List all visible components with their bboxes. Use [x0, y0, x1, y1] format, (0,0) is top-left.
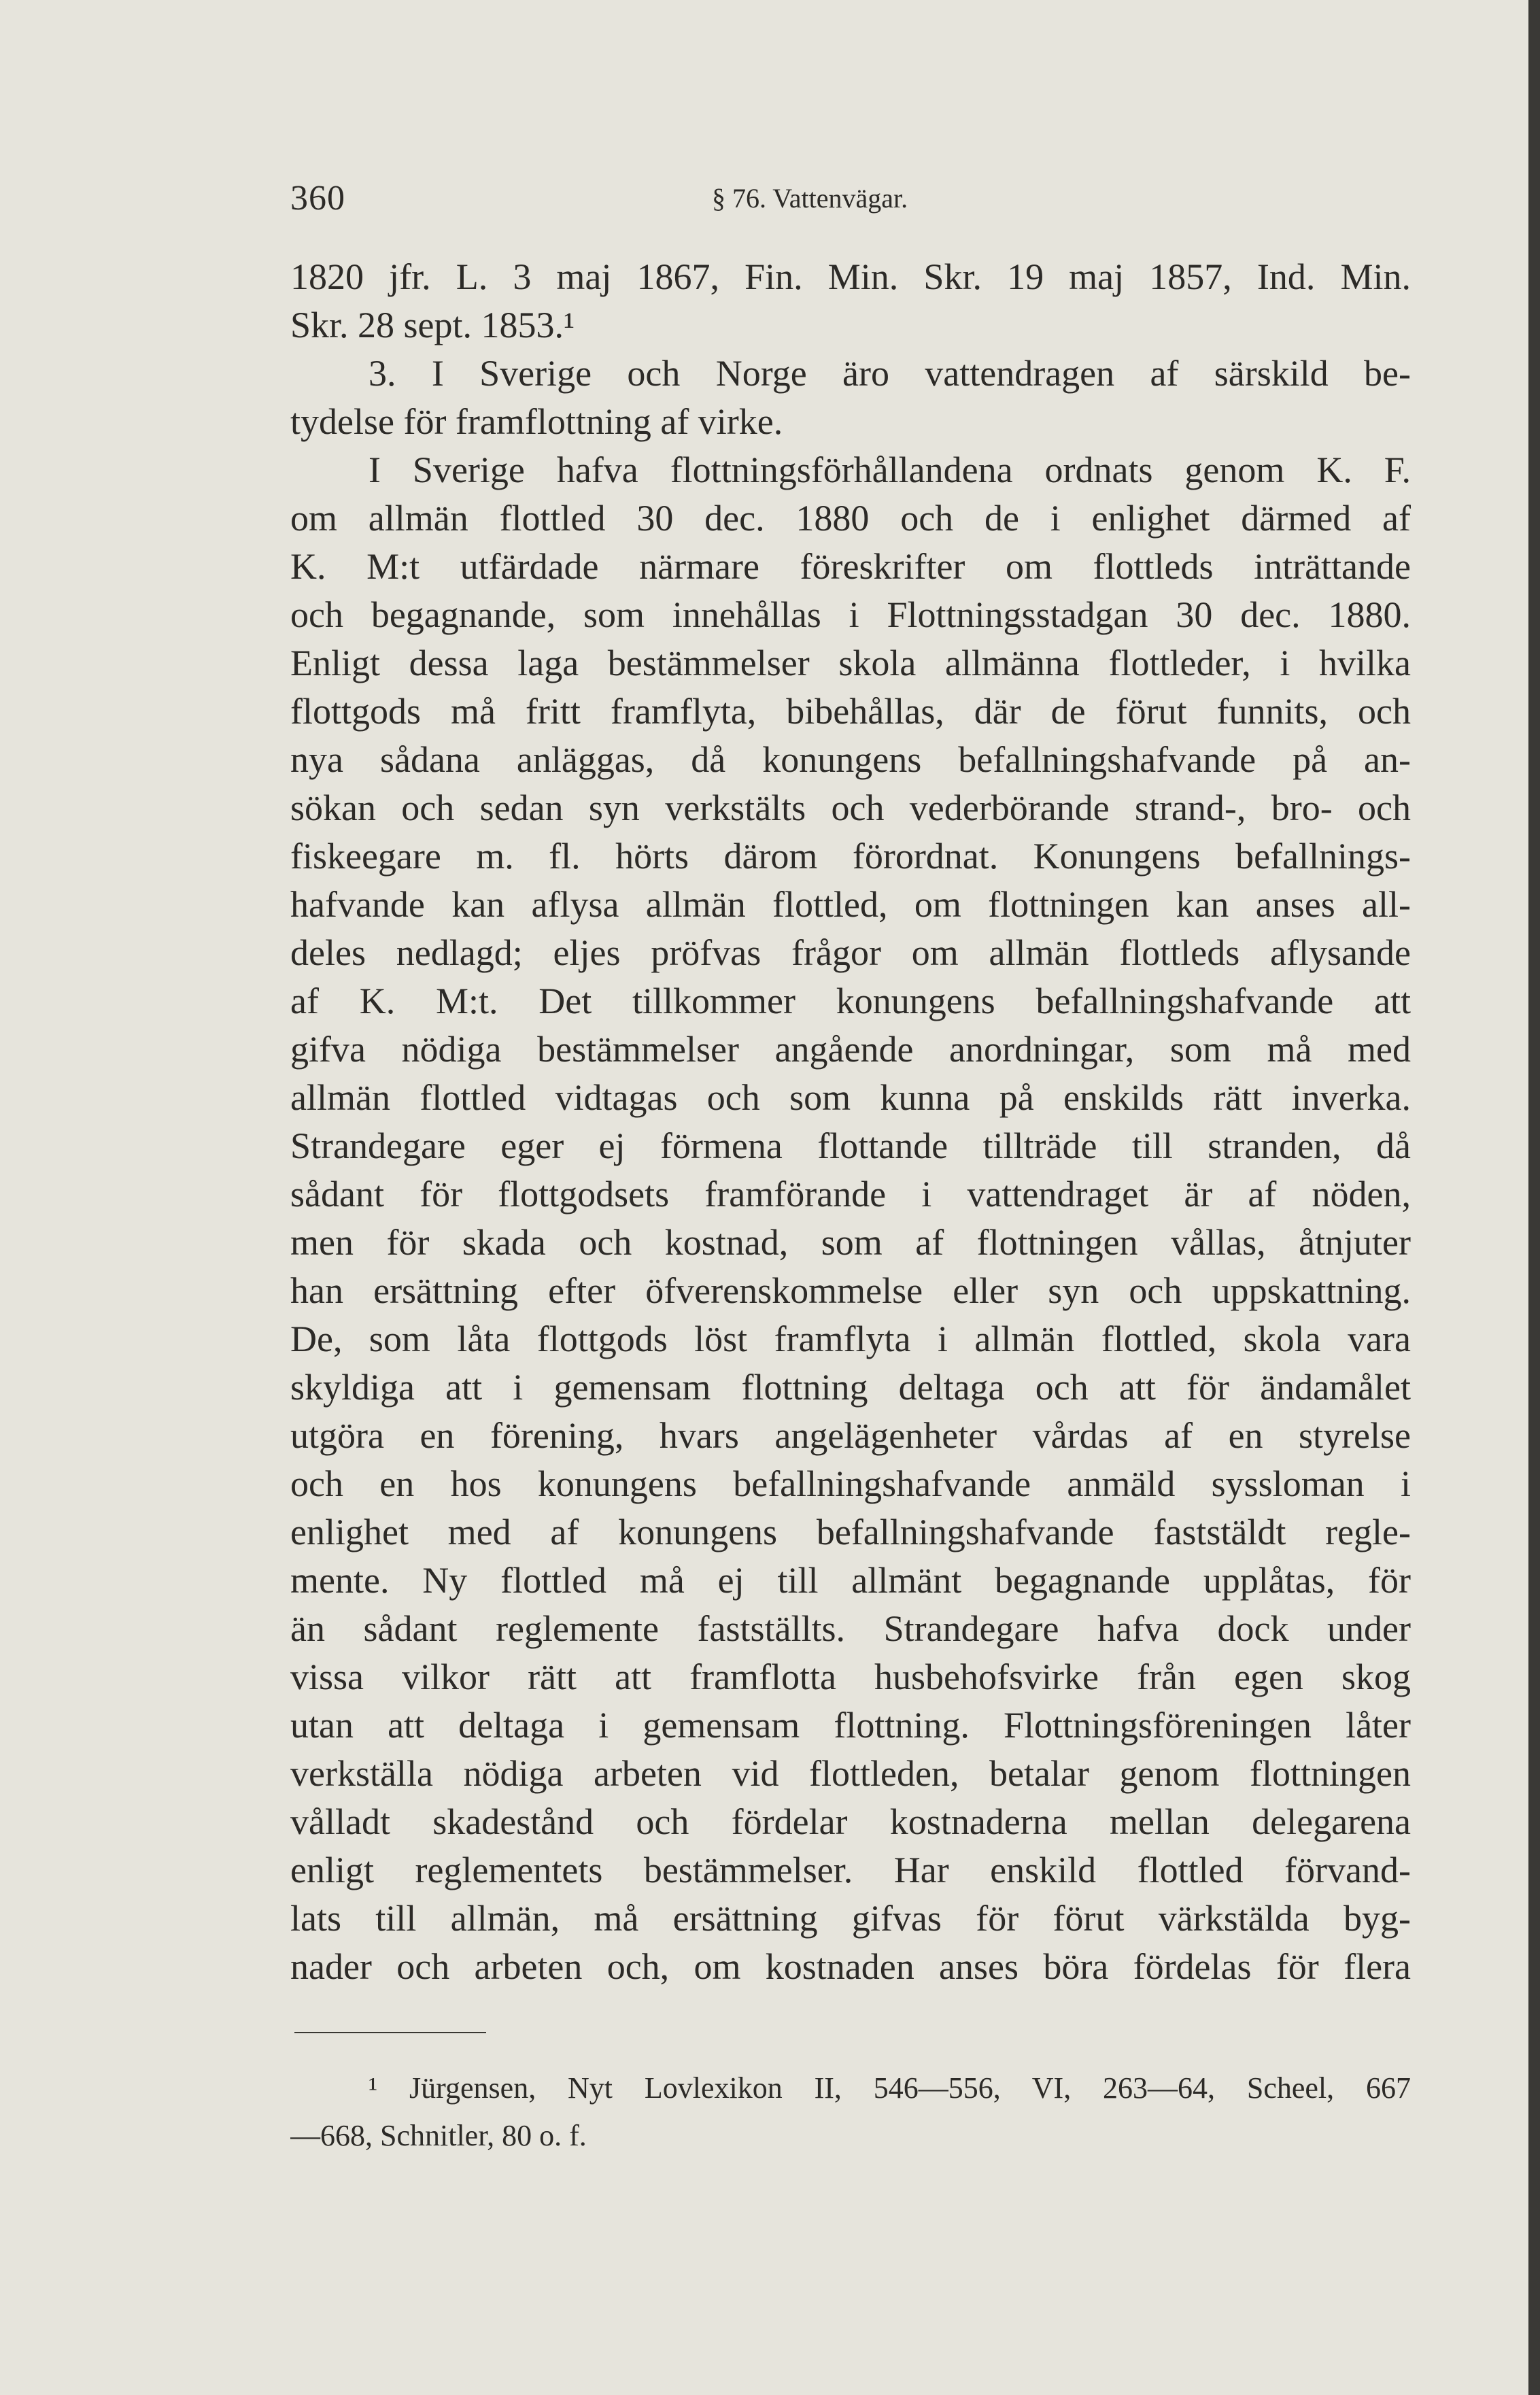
text-line: Skr. 28 sept. 1853.¹: [290, 305, 575, 345]
text-line: flottgods må fritt framflyta, bibehållas, där de förut funnits, och: [290, 691, 1411, 732]
text-line: verkställa nödiga arbeten vid flottleden, betalar genom flottningen: [290, 1753, 1411, 1794]
text-line: gifva nödiga bestämmelser angående anordningar, som må med: [290, 1029, 1411, 1070]
footnote-line: —668, Schnitler, 80 o. f.: [290, 2119, 587, 2152]
text-line: fiskeegare m. fl. hörts därom förordnat. Konungens befallnings-: [290, 836, 1411, 877]
text-line: tydelse för framflottning af virke.: [290, 401, 783, 442]
footnote-line: ¹ Jürgensen, Nyt Lovlexikon II, 546—556, VI, 263—64, Scheel, 667: [369, 2071, 1411, 2105]
text-line: vissa vilkor rätt att framflotta husbehofsvirke från egen skog: [290, 1657, 1411, 1697]
text-line: mente. Ny flottled må ej till allmänt begagnande upplåtas, för: [290, 1560, 1411, 1601]
text-line: deles nedlagd; eljes pröfvas frågor om allmän flottleds aflysande: [290, 932, 1411, 973]
text-line: Strandegare eger ej förmena flottande tillträde till stranden, då: [290, 1125, 1411, 1166]
text-line: nya sådana anläggas, då konungens befallningshafvande på an-: [290, 739, 1411, 780]
page-header: [290, 178, 1412, 219]
text-line: utgöra en förening, hvars angelägenheter vårdas af en styrelse: [290, 1415, 1411, 1456]
text-line: sökan och sedan syn verkstälts och vederbörande strand-, bro- och: [290, 787, 1411, 828]
text-line: 1820 jfr. L. 3 maj 1867, Fin. Min. Skr. 19 maj 1857, Ind. Min.: [290, 256, 1411, 297]
text-line: enligt reglementets bestämmelser. Har enskild flottled förvand-: [290, 1850, 1411, 1890]
text-line: skyldiga att i gemensam flottning deltaga och att för ändamålet: [290, 1367, 1411, 1408]
text-line: Enligt dessa laga bestämmelser skola allmänna flottleder, i hvilka: [290, 643, 1411, 683]
text-line: sådant för flottgodsets framförande i vattendraget är af nöden,: [290, 1174, 1411, 1215]
text-line: än sådant reglemente fastställts. Strandegare hafva dock under: [290, 1608, 1411, 1649]
text-line: utan att deltaga i gemensam flottning. Flottningsföreningen låter: [290, 1705, 1411, 1746]
running-head: § 76. Vattenvägar.: [712, 183, 908, 214]
text-line: hafvande kan aflysa allmän flottled, om flottningen kan anses all-: [290, 884, 1411, 925]
text-line: han ersättning efter öfverenskommelse eller syn och uppskattning.: [290, 1270, 1411, 1311]
text-line: K. M:t utfärdade närmare föreskrifter om flottleds inträttande: [290, 546, 1411, 587]
text-line: och en hos konungens befallningshafvande anmäld syssloman i: [290, 1463, 1411, 1504]
body-text: [290, 253, 1411, 1991]
text-line: De, som låta flottgods löst framflyta i allmän flottled, skola vara: [290, 1319, 1411, 1359]
footnote-divider: [294, 2032, 486, 2033]
text-line: I Sverige hafva flottningsförhållandena ordnats genom K. F.: [369, 449, 1411, 490]
text-line: nader och arbeten och, om kostnaden anses böra fördelas för flera: [290, 1946, 1411, 1987]
page-number: 360: [290, 179, 345, 218]
text-line: lats till allmän, må ersättning gifvas för förut värkstälda byg-: [290, 1898, 1411, 1939]
text-line: 3. I Sverige och Norge äro vattendragen af särskild be-: [369, 353, 1411, 394]
text-line: vålladt skadestånd och fördelar kostnaderna mellan delegarena: [290, 1801, 1411, 1842]
text-line: af K. M:t. Det tillkommer konungens befallningshafvande att: [290, 981, 1411, 1021]
text-line: men för skada och kostnad, som af flottningen vållas, åtnjuter: [290, 1222, 1411, 1263]
text-line: enlighet med af konungens befallningshafvande faststäldt regle-: [290, 1512, 1411, 1552]
page-edge: [1528, 0, 1540, 2395]
footnotes: [290, 2065, 1411, 2160]
text-line: om allmän flottled 30 dec. 1880 och de i enlighet därmed af: [290, 498, 1411, 539]
text-line: allmän flottled vidtagas och som kunna på enskilds rätt inverka.: [290, 1077, 1411, 1118]
text-line: och begagnande, som innehållas i Flottningsstadgan 30 dec. 1880.: [290, 594, 1411, 635]
